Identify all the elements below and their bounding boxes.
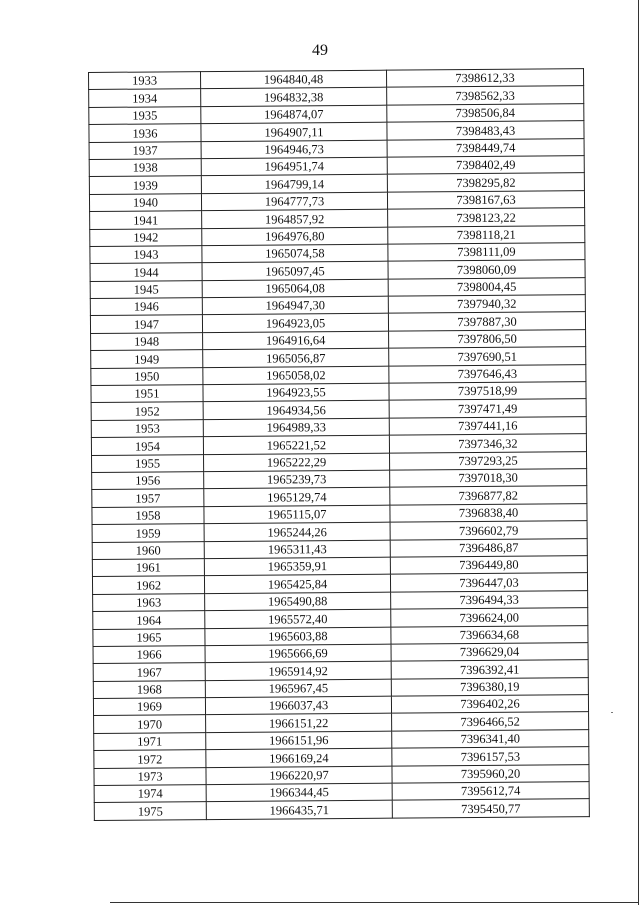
x-coordinate-cell: 1964923,55 [203, 383, 389, 402]
y-coordinate-cell: 7397518,99 [389, 382, 586, 401]
y-coordinate-cell: 7397690,51 [389, 347, 586, 366]
x-coordinate-cell: 1964923,05 [202, 314, 388, 333]
x-coordinate-cell: 1965056,87 [203, 348, 389, 367]
point-number-cell: 1961 [92, 559, 204, 577]
point-number-cell: 1940 [89, 193, 201, 211]
point-number-cell: 1958 [92, 506, 204, 524]
point-number-cell: 1956 [92, 472, 204, 490]
y-coordinate-cell: 7398506,84 [387, 103, 584, 122]
y-coordinate-cell: 7397441,16 [389, 416, 586, 435]
point-number-cell: 1935 [89, 106, 201, 124]
x-coordinate-cell: 1964916,64 [203, 331, 389, 350]
coordinates-table-body [89, 69, 590, 821]
point-number-cell: 1937 [89, 141, 201, 159]
y-coordinate-cell: 7396392,41 [391, 660, 588, 679]
point-number-cell: 1968 [93, 680, 205, 698]
y-coordinate-cell: 7396447,03 [390, 573, 587, 592]
x-coordinate-cell: 1966151,96 [206, 731, 392, 750]
x-coordinate-cell: 1965221,52 [203, 435, 389, 454]
x-coordinate-cell: 1964799,14 [201, 174, 387, 193]
y-coordinate-cell: 7398483,43 [387, 121, 584, 140]
point-number-cell: 1964 [93, 611, 205, 629]
y-coordinate-cell: 7396624,00 [391, 608, 588, 627]
point-number-cell: 1946 [90, 298, 202, 316]
x-coordinate-cell: 1966151,22 [206, 714, 392, 733]
page-edge-right [638, 0, 639, 905]
x-coordinate-cell: 1965603,88 [205, 627, 391, 646]
y-coordinate-cell: 7398167,63 [387, 190, 584, 209]
y-coordinate-cell: 7396380,19 [391, 677, 588, 696]
y-coordinate-cell: 7398004,45 [388, 277, 585, 296]
point-number-cell: 1959 [92, 524, 204, 542]
point-number-cell: 1933 [89, 72, 201, 90]
y-coordinate-cell: 7397940,32 [388, 295, 585, 314]
point-number-cell: 1941 [90, 211, 202, 229]
x-coordinate-cell: 1964951,74 [201, 157, 387, 176]
scan-speck [611, 712, 613, 713]
y-coordinate-cell: 7396341,40 [392, 729, 589, 748]
x-coordinate-cell: 1964934,56 [203, 401, 389, 420]
page-edge-bottom [110, 902, 638, 903]
point-number-cell: 1938 [89, 159, 201, 177]
x-coordinate-cell: 1964947,30 [202, 296, 388, 315]
x-coordinate-cell: 1964840,48 [201, 70, 387, 89]
x-coordinate-cell: 1965425,84 [204, 574, 390, 593]
x-coordinate-cell: 1965572,40 [205, 609, 391, 628]
y-coordinate-cell: 7398562,33 [387, 86, 584, 105]
point-number-cell: 1966 [93, 645, 205, 663]
x-coordinate-cell: 1965967,45 [205, 679, 391, 698]
point-number-cell: 1952 [91, 402, 203, 420]
point-number-cell: 1957 [92, 489, 204, 507]
y-coordinate-cell: 7396634,68 [391, 625, 588, 644]
point-number-cell: 1960 [92, 541, 204, 559]
x-coordinate-cell: 1965058,02 [203, 366, 389, 385]
x-coordinate-cell: 1964976,80 [202, 227, 388, 246]
x-coordinate-cell: 1965129,74 [204, 488, 390, 507]
y-coordinate-cell: 7398118,21 [388, 225, 585, 244]
y-coordinate-cell: 7396466,52 [392, 712, 589, 731]
page-number: 49 [312, 42, 328, 59]
coordinates-table-wrapper [88, 68, 589, 821]
x-coordinate-cell: 1964857,92 [202, 209, 388, 228]
point-number-cell: 1972 [94, 750, 206, 768]
point-number-cell: 1963 [93, 593, 205, 611]
x-coordinate-cell: 1965074,58 [202, 244, 388, 263]
coordinates-table [88, 68, 590, 821]
x-coordinate-cell: 1965359,91 [204, 557, 390, 576]
x-coordinate-cell: 1965311,43 [204, 540, 390, 559]
point-number-cell: 1948 [91, 332, 203, 350]
x-coordinate-cell: 1964907,11 [201, 122, 387, 141]
y-coordinate-cell: 7395960,20 [392, 764, 589, 783]
y-coordinate-cell: 7398295,82 [387, 173, 584, 192]
x-coordinate-cell: 1966220,97 [206, 766, 392, 785]
x-coordinate-cell: 1965239,73 [204, 470, 390, 489]
y-coordinate-cell: 7396877,82 [390, 486, 587, 505]
point-number-cell: 1962 [92, 576, 204, 594]
x-coordinate-cell: 1965914,92 [205, 661, 391, 680]
x-coordinate-cell: 1965064,08 [202, 279, 388, 298]
y-coordinate-cell: 7397646,43 [389, 364, 586, 383]
point-number-cell: 1934 [89, 89, 201, 107]
point-number-cell: 1965 [93, 628, 205, 646]
x-coordinate-cell: 1965222,29 [204, 453, 390, 472]
x-coordinate-cell: 1966037,43 [205, 696, 391, 715]
point-number-cell: 1949 [91, 350, 203, 368]
y-coordinate-cell: 7395612,74 [392, 782, 589, 801]
point-number-cell: 1955 [92, 454, 204, 472]
point-number-cell: 1939 [89, 176, 201, 194]
point-number-cell: 1944 [90, 263, 202, 281]
point-number-cell: 1969 [93, 698, 205, 716]
x-coordinate-cell: 1965115,07 [204, 505, 390, 524]
x-coordinate-cell: 1965244,26 [204, 522, 390, 541]
point-number-cell: 1975 [94, 802, 206, 820]
point-number-cell: 1950 [91, 367, 203, 385]
y-coordinate-cell: 7396157,53 [392, 747, 589, 766]
point-number-cell: 1943 [90, 246, 202, 264]
x-coordinate-cell: 1964989,33 [203, 418, 389, 437]
point-number-cell: 1973 [94, 767, 206, 785]
y-coordinate-cell: 7396449,80 [390, 556, 587, 575]
x-coordinate-cell: 1965097,45 [202, 261, 388, 280]
point-number-cell: 1936 [89, 124, 201, 142]
point-number-cell: 1967 [93, 663, 205, 681]
point-number-cell: 1942 [90, 228, 202, 246]
x-coordinate-cell: 1965666,69 [205, 644, 391, 663]
y-coordinate-cell: 7397806,50 [389, 329, 586, 348]
y-coordinate-cell: 7398123,22 [388, 208, 585, 227]
x-coordinate-cell: 1966435,71 [206, 801, 392, 820]
y-coordinate-cell: 7397471,49 [389, 399, 586, 418]
x-coordinate-cell: 1966169,24 [206, 748, 392, 767]
y-coordinate-cell: 7398402,49 [387, 156, 584, 175]
y-coordinate-cell: 7398060,09 [388, 260, 585, 279]
y-coordinate-cell: 7397887,30 [388, 312, 585, 331]
point-number-cell: 1953 [91, 419, 203, 437]
point-number-cell: 1945 [90, 280, 202, 298]
table-row [94, 799, 589, 820]
y-coordinate-cell: 7398612,33 [386, 69, 583, 88]
x-coordinate-cell: 1965490,88 [205, 592, 391, 611]
x-coordinate-cell: 1966344,45 [206, 783, 392, 802]
point-number-cell: 1954 [91, 437, 203, 455]
y-coordinate-cell: 7396602,79 [390, 521, 587, 540]
y-coordinate-cell: 7396494,33 [391, 590, 588, 609]
y-coordinate-cell: 7397018,30 [390, 469, 587, 488]
y-coordinate-cell: 7396838,40 [390, 503, 587, 522]
y-coordinate-cell: 7396629,04 [391, 642, 588, 661]
point-number-cell: 1974 [94, 785, 206, 803]
y-coordinate-cell: 7397293,25 [389, 451, 586, 470]
x-coordinate-cell: 1964946,73 [201, 140, 387, 159]
x-coordinate-cell: 1964874,07 [201, 105, 387, 124]
x-coordinate-cell: 1964832,38 [201, 88, 387, 107]
y-coordinate-cell: 7395450,77 [392, 799, 589, 818]
point-number-cell: 1971 [94, 732, 206, 750]
x-coordinate-cell: 1964777,73 [201, 192, 387, 211]
point-number-cell: 1947 [90, 315, 202, 333]
y-coordinate-cell: 7398449,74 [387, 138, 584, 157]
y-coordinate-cell: 7396402,26 [391, 695, 588, 714]
y-coordinate-cell: 7396486,87 [390, 538, 587, 557]
point-number-cell: 1951 [91, 385, 203, 403]
y-coordinate-cell: 7398111,09 [388, 243, 585, 262]
point-number-cell: 1970 [94, 715, 206, 733]
y-coordinate-cell: 7397346,32 [389, 434, 586, 453]
